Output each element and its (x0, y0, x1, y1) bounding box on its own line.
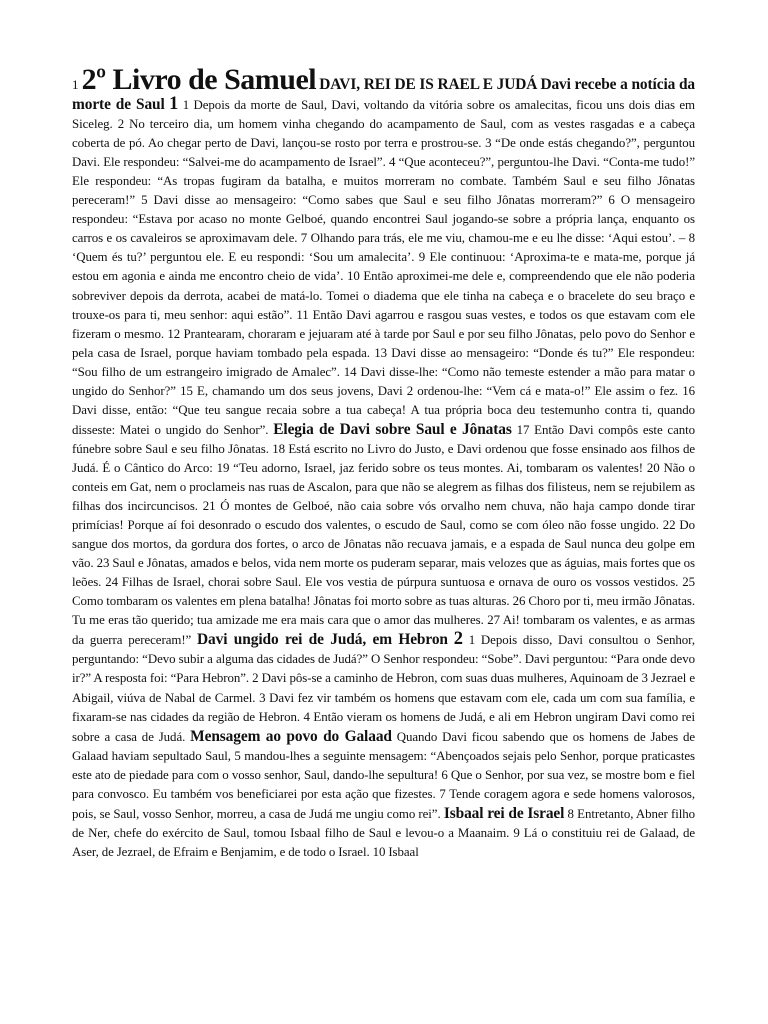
page-number: 1 (72, 77, 79, 92)
section-heading: DAVI, REI DE IS RAEL E JUDÁ (319, 76, 538, 93)
section-heading: Isbaal rei de Israel (443, 804, 565, 822)
verse-text: 1 Depois disso, Davi consultou o Senhor, perguntando: “Devo subir a alguma das cidades de Judá?” O Senhor respondeu: “Sobe”. Davi perguntou: “Para onde devo ir?” A resposta foi: “Para Hebron”. 2 Davi pôs-se a caminho de Hebron, com suas duas mulheres, Aquinoam de 3 Jezrael e Abigail, viúva de Nabal de Carmel. 3 Davi fez vir também os homens que estavam com ele, cada um com sua família, e fixaram-se nas cidades da região de Hebron. 4 Então vieram os homens de Judá, e ali em Hebron ungiram Davi como rei sobre a casa de Judá. (72, 633, 696, 744)
verse-text: 17 Então Davi compôs este canto fúnebre sobre Saul e seu filho Jônatas. 18 Está escrito no Livro do Justo, e Davi ordenou que fosse ensinado aos filhos de Judá. É o Cântico do Arco: 19 “Teu adorno, Israel, jaz ferido sobre os teus montes. Ai, tombaram os valentes! 20 Não o conteis em Gat, nem o proclameis nas ruas de Ascalon, para que não se alegrem as filhas dos filisteus, nem se rejubilem as filhas dos incircuncisos. 21 Ó montes de Gelboé, não caia sobre vós orvalho nem chuva, não haja campo donde tirar primícias! Porque aí foi desonrado o escudo dos valentes, o escudo de Saul, como se com óleo não fosse ungido. 22 Do sangue dos mortos, da gordura dos fortes, o arco de Jônatas não recuava jamais, e a espada de Saul nunca deu golpe em vão. 23 Saul e Jônatas, amados e belos, vida nem morte os puderam separar, mais velozes que as águias, mais fortes que os leões. 24 Filhas de Israel, chorai sobre Saul. Ele vos vestia de púrpura suntuosa e ornava de ouro os vossos vestidos. 25 Como tombaram os valentes em plena batalha! Jônatas foi morto sobre as tuas alturas. 26 Choro por ti, meu irmão Jônatas. Tu me eras tão querido; tua amizade me era mais cara que o amor das mulheres. 27 Ai! tombaram os valentes, e as armas da guerra pereceram!” (72, 422, 696, 648)
chapter-number: 2 (453, 629, 463, 650)
section-heading: Mensagem ao povo do Galaad (190, 727, 392, 745)
verse-text: 1 Depois da morte de Saul, Davi, voltando da vitória sobre os amalecitas, ficou uns dois dias em Siceleg. 2 No terceiro dia, um homem vinha chegando do acampamento de Saul, com as vestes rasgadas e a cabeça coberta de pó. Ao chegar perto de Davi, lançou-se rosto por terra e prostrou-se. 3 “De onde estás chegando?”, perguntou Davi. Ele respondeu: “Salvei-me do acampamento de Israel”. 4 “Que aconteceu?”, perguntou-lhe Davi. “Conta-me tudo!” Ele respondeu: “As tropas fugiram da batalha, e muitos morreram no combate. Também Saul e seu filho Jônatas pereceram!” 5 Davi disse ao mensageiro: “Como sabes que Saul e seu filho Jônatas morreram?” 6 O mensageiro respondeu: “Estava por acaso no monte Gelboé, quando encontrei Saul jogando-se sobre a própria lança, enquanto os carros e os cavaleiros se aproximavam dele. 7 Olhando para trás, ele me viu, chamou-me e eu lhe disse: ‘Aqui estou’. – 8 ‘Quem és tu?’ perguntou ele. E eu respondi: ‘Sou um amalecita’. 9 Ele continuou: ‘Aproxima-te e mata-me, porque já estou em agonia e ainda me encontro cheio de vida’. 10 Então aproximei-me dele e, compreendendo que ele não poderia sobreviver depois da derrota, acabei de matá-lo. Tomei o diadema que ele tinha na cabeça e o bracelete do seu braço e trouxe-os para ti, meu senhor: aqui estão”. 11 Então Davi agarrou e rasgou suas vestes, e todos os que estavam com ele fizeram o mesmo. 12 Prantearam, choraram e jejuaram até à tarde por Saul e por seu filho Jônatas, pelo povo do Senhor e pela casa de Israel, porque haviam tombado pela espada. 13 Davi disse ao mensageiro: “Donde és tu?” Ele respondeu: “Sou filho de um estrangeiro imigrado de Amalec”. 14 Davi disse-lhe: “Como não temeste estender a mão para matar o ungido do Senhor?” 15 E, chamando um dos seus jovens, Davi 2 ordenou-lhe: “Vem cá e mata-o!” Ele assim o fez. 16 Davi disse, então: “Que teu sangue recaia sobre a tua cabeça! A tua própria boca deu testemunho contra ti, quando disseste: Matei o ungido do Senhor”. (72, 98, 696, 437)
verse-text: Quando Davi ficou sabendo que os homens de Jabes de Galaad haviam sepultado Saul, 5 mandou-lhes a seguinte mensagem: “Abençoados sejais pelo Senhor, porque praticastes este ato de piedade para com o vosso senhor, Saul, dando-lhe sepultura! 6 Que o Senhor, por sua vez, se mostre bom e fiel para convosco. Eu também vos beneficiarei por esta ação que fizestes. 7 Tende coragem agora e sede homens valorosos, pois, se Saul, vosso Senhor, morreu, a casa de Judá me ungiu como rei”. (72, 729, 696, 821)
document-body (72, 63, 696, 862)
verse-text: 8 Entretanto, Abner filho de Ner, chefe do exército de Saul, tomou Isbaal filho de Saul e levou-o a Maanaim. 9 Lá o constituiu rei de Galaad, de Aser, de Jezrael, de Efraim e Benjamim, e de todo o Israel. 10 Isbaal (72, 806, 696, 859)
section-heading: Elegia de Davi sobre Saul e Jônatas (273, 420, 512, 438)
section-heading: Davi ungido rei de Judá, em Hebron (197, 631, 448, 649)
chapter-number: 1 (169, 94, 179, 115)
section-heading: Davi recebe a notícia da morte de Saul (72, 76, 695, 114)
book-title: 2º Livro de Samuel (81, 63, 317, 96)
